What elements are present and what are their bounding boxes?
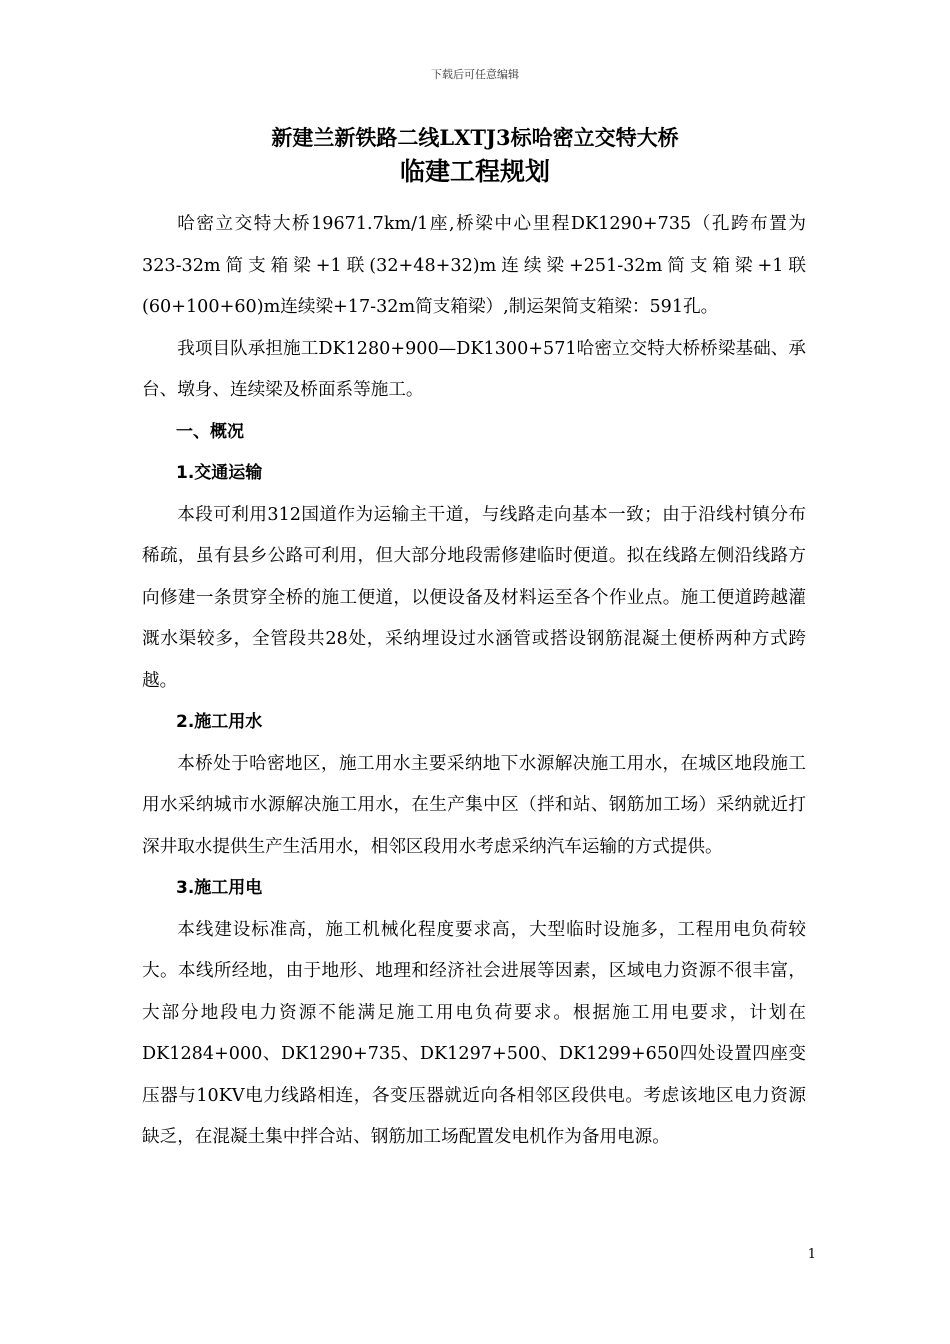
paragraph-power: 本线建设标准高，施工机械化程度要求高，大型临时设施多，工程用电负荷较大。本线所经地，由于地形、地理和经济社会进展等因素，区域电力资源不很丰富，大部分地段电力资源不能满足施工用电负荷要求。根据施工用电要求，计划在DK1284+000、DK1290+735、DK1297+500、DK1299+650四处设置四座变压器与10KV电力线路相连，各变压器就近向各相邻区段供电。考虑该地区电力资源缺乏，在混凝土集中拌合站、钢筋加工场配置发电机作为备用电源。 [142, 919, 806, 1147]
paragraph-transport: 本段可利用312国道作为运输主干道，与线路走向基本一致；由于沿线村镇分布稀疏，虽有县乡公路可利用，但大部分地段需修建临时便道。拟在线路左侧沿线路方向修建一条贯穿全桥的施工便道，以便设备及材料运至各个作业点。施工便道跨越灌溉水渠较多，全管段共28处，采纳埋设过水涵管或搭设钢筋混凝土便桥两种方式跨越。 [142, 504, 806, 691]
document-subtitle: 临建工程规划 [399, 157, 550, 186]
document-body [142, 204, 806, 1159]
subheading-power: 3.施工用电 [176, 878, 263, 898]
intro-paragraph-2: 我项目队承担施工DK1280+900—DK1300+571哈密立交特大桥桥梁基础、承台、墩身、连续梁及桥面系等施工。 [142, 338, 806, 400]
page-number: 1 [807, 1247, 816, 1262]
document-title: 新建兰新铁路二线LXTJ3标哈密立交特大桥 [271, 125, 679, 150]
subheading-transport: 1.交通运输 [176, 463, 263, 483]
watermark-text: 下载后可任意编辑 [431, 68, 519, 81]
paragraph-water: 本桥处于哈密地区，施工用水主要采纳地下水源解决施工用水，在城区地段施工用水采纳城市水源解决施工用水，在生产集中区（拌和站、钢筋加工场）采纳就近打深井取水提供生产生活用水，相邻区段用水考虑采纳汽车运输的方式提供。 [142, 753, 806, 857]
intro-paragraph-1: 哈密立交特大桥19671.7km/1座,桥梁中心里程DK1290+735（孔跨布置为323-32m简支箱梁+1联(32+48+32)m连续梁+251-32m简支箱梁+1联(60+100+60)m连续梁+17-32m简支箱梁）,制运架简支箱梁：591孔。 [142, 214, 806, 317]
section-heading-overview: 一、概况 [176, 421, 244, 442]
subheading-water: 2.施工用水 [176, 712, 263, 732]
